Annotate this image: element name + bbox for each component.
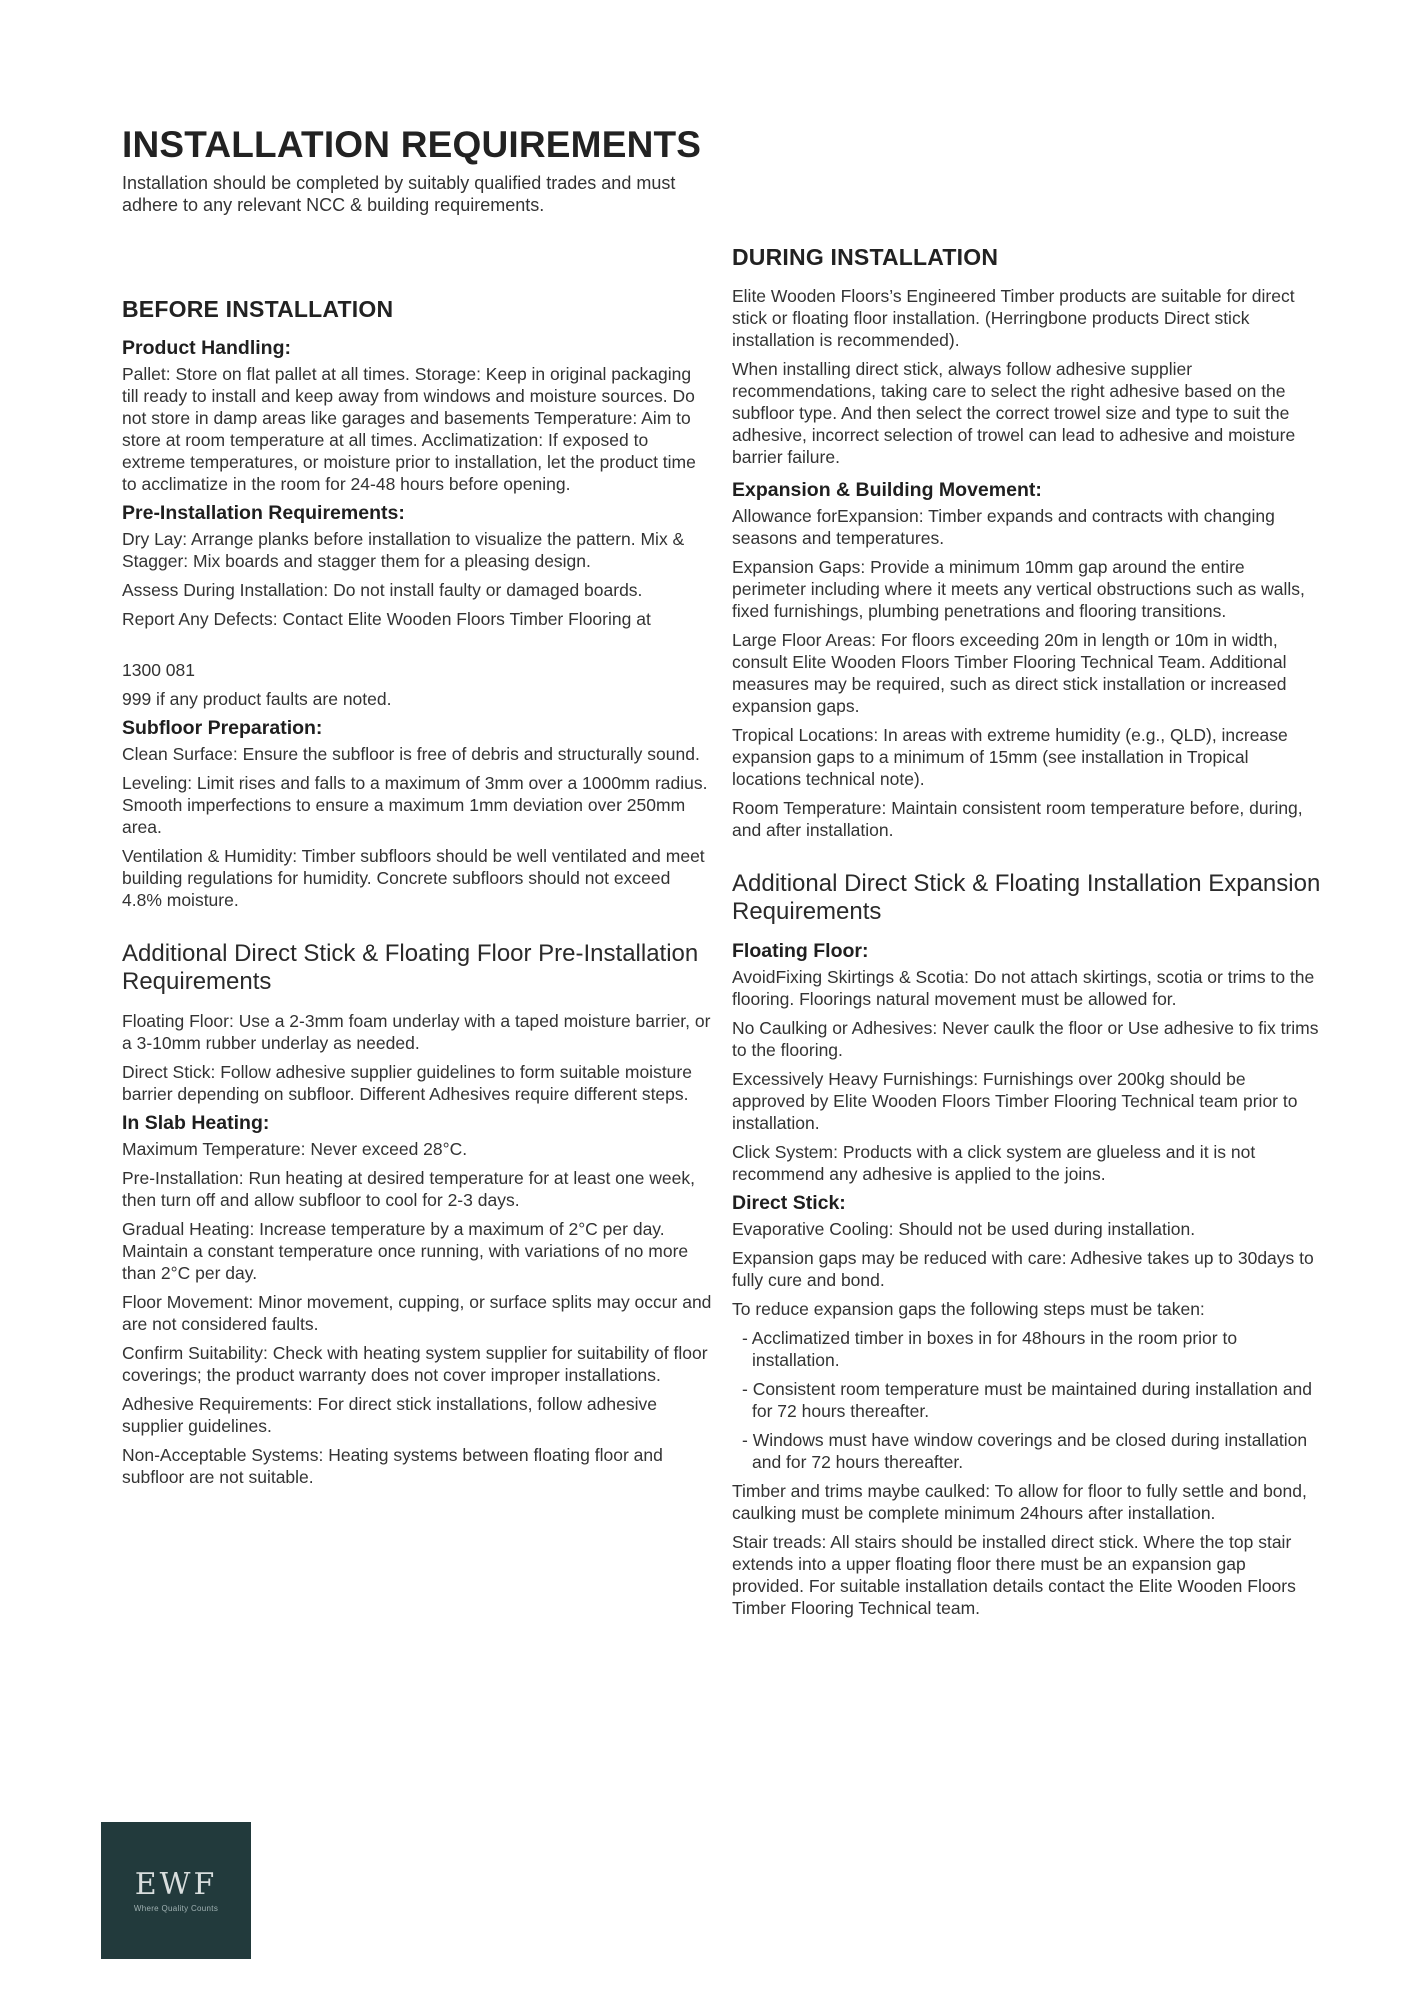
subfloor-item: Leveling: Limit rises and falls to a maximum of 3mm over a 1000mm radius. Smooth imperfections to ensure a maximum 1mm deviation over 250mm area. (122, 773, 708, 837)
during-intro-item: When installing direct stick, always follow adhesive supplier recommendations, taking care to select the right adhesive based on the subfloor type. And then select the correct trowel size and type to suit the adhesive, incorrect selection of trowel can lead to adhesive and moisture barrier failure. (732, 359, 1296, 467)
slab-heating-item: Maximum Temperature: Never exceed 28°C. (122, 1139, 468, 1159)
pre-installation-item: Dry Lay: Arrange planks before installation to visualize the pattern. Mix & Stagger: Mix boards and stagger them for a pleasing design. (122, 529, 685, 571)
additional-pre-installation-heading: Additional Direct Stick & Floating Floor Pre-Installation Requirements (122, 940, 699, 995)
during-intro-item: Elite Wooden Floors’s Engineered Timber products are suitable for direct stick or floating floor installation. (Herringbone products Direct stick installation is recommended). (732, 286, 1295, 350)
pre-installation-item: 999 if any product faults are noted. (122, 689, 392, 709)
before-installation-heading: BEFORE INSTALLATION (122, 296, 394, 322)
additional-pre-item: Floating Floor: Use a 2-3mm foam underlay with a taped moisture barrier, or a 3-10mm rubber underlay as needed. (122, 1011, 711, 1053)
floating-floor-item: Excessively Heavy Furnishings: Furnishings over 200kg should be approved by Elite Wooden Floors Timber Flooring Technical team prior to installation. (732, 1069, 1298, 1133)
direct-stick-item: Stair treads: All stairs should be installed direct stick. Where the top stair extends into a upper floating floor there must be an expansion gap provided. For suitable installation details contact the Elite Wooden Floors Timber Flooring Technical team. (732, 1532, 1296, 1618)
slab-heating-item: Non-Acceptable Systems: Heating systems between floating floor and subfloor are not suitable. (122, 1445, 663, 1487)
direct-stick-step: - Acclimatized timber in boxes in for 48hours in the room prior to installation. (742, 1328, 1238, 1370)
during-installation-heading: DURING INSTALLATION (732, 244, 999, 270)
in-slab-heating-heading: In Slab Heating: (122, 1112, 270, 1134)
direct-stick-item: To reduce expansion gaps the following steps must be taken: (732, 1299, 1205, 1319)
slab-heating-item: Pre-Installation: Run heating at desired temperature for at least one week, then turn off and allow subfloor to cool for 2-3 days. (122, 1168, 695, 1210)
expansion-item: Large Floor Areas: For floors exceeding 20m in length or 10m in width, consult Elite Wooden Floors Timber Flooring Technical Team. Additional measures may be required, such as direct stick installation or increased expansion gaps. (732, 630, 1287, 716)
floating-floor-heading: Floating Floor: (732, 940, 869, 962)
product-handling-heading: Product Handling: (122, 337, 291, 359)
floating-floor-item: No Caulking or Adhesives: Never caulk the floor or Use adhesive to fix trims to the flooring. (732, 1018, 1319, 1060)
page-title: INSTALLATION REQUIREMENTS (122, 124, 702, 165)
direct-stick-item: Expansion gaps may be reduced with care: Adhesive takes up to 30days to fully cure and bond. (732, 1248, 1314, 1290)
slab-heating-item: Adhesive Requirements: For direct stick installations, follow adhesive supplier guidelines. (122, 1394, 657, 1436)
product-handling-text: Pallet: Store on flat pallet at all times. Storage: Keep in original packaging till ready to install and keep away from windows and moisture sources. Do not store in damp areas like garages and basements Temperature: Aim to store at room temperature at all times. Acclimatization: If exposed to extreme temperatures, or moisture prior to installation, let the product time to acclimatize in the room for 24-48 hours before opening. (122, 364, 696, 494)
during-installation-column (732, 244, 1322, 1626)
pre-installation-heading: Pre-Installation Requirements: (122, 502, 405, 524)
subfloor-item: Ventilation & Humidity: Timber subfloors should be well ventilated and meet building regulations for humidity. Concrete subfloors should not exceed 4.8% moisture. (122, 846, 705, 910)
pre-installation-item: Report Any Defects: Contact Elite Wooden Floors Timber Flooring at (122, 609, 651, 629)
additional-pre-item: Direct Stick: Follow adhesive supplier guidelines to form suitable moisture barrier depending on subfloor. Different Adhesives require different steps. (122, 1062, 692, 1104)
expansion-item: Expansion Gaps: Provide a minimum 10mm gap around the entire perimeter including where it meets any vertical obstructions such as walls, fixed furnishings, plumbing penetrations and flooring transitions. (732, 557, 1305, 621)
slab-heating-item: Gradual Heating: Increase temperature by a maximum of 2°C per day. Maintain a constant temperature once running, with variations of no more than 2°C per day. (122, 1219, 689, 1283)
before-installation-column (122, 296, 712, 1495)
subfloor-item: Clean Surface: Ensure the subfloor is free of debris and structurally sound. (122, 744, 700, 764)
expansion-heading: Expansion & Building Movement: (732, 479, 1042, 501)
logo-tagline: Where Quality Counts (133, 1903, 219, 1913)
intro-text: Installation should be completed by suitably qualified trades and must adhere to any relevant NCC & building requirements. (122, 173, 676, 215)
slab-heating-item: Floor Movement: Minor movement, cupping, or surface splits may occur and are not considered faults. (122, 1292, 712, 1334)
slab-heating-item: Confirm Suitability: Check with heating system supplier for suitability of floor coverings; the product warranty does not cover improper installations. (122, 1343, 708, 1385)
ewf-logo (101, 1822, 251, 1959)
expansion-item: Tropical Locations: In areas with extreme humidity (e.g., QLD), increase expansion gaps to a minimum of 15mm (see installation in Tropical locations technical note). (732, 725, 1288, 789)
expansion-item: Allowance forExpansion: Timber expands and contracts with changing seasons and temperatures. (732, 506, 1275, 548)
additional-expansion-heading: Additional Direct Stick & Floating Installation Expansion Requirements (732, 870, 1321, 925)
floating-floor-item: AvoidFixing Skirtings & Scotia: Do not attach skirtings, scotia or trims to the flooring. Floorings natural movement must be allowed for. (732, 967, 1315, 1009)
direct-stick-item: Evaporative Cooling: Should not be used during installation. (732, 1219, 1196, 1239)
direct-stick-item: Timber and trims maybe caulked: To allow for floor to fully settle and bond, caulking must be complete minimum 24hours after installation. (732, 1481, 1307, 1523)
pre-installation-item: 1300 081 (122, 660, 195, 680)
direct-stick-step: - Windows must have window coverings and be closed during installation and for 72 hours thereafter. (742, 1430, 1308, 1472)
floating-floor-item: Click System: Products with a click system are glueless and it is not recommend any adhesive is applied to the joins. (732, 1142, 1256, 1184)
pre-installation-item: Assess During Installation: Do not install faulty or damaged boards. (122, 580, 643, 600)
logo-mark: EWF (134, 1866, 218, 1902)
expansion-item: Room Temperature: Maintain consistent room temperature before, during, and after installation. (732, 798, 1303, 840)
direct-stick-heading: Direct Stick: (732, 1192, 846, 1214)
subfloor-preparation-heading: Subfloor Preparation: (122, 717, 323, 739)
direct-stick-step: - Consistent room temperature must be maintained during installation and for 72 hours thereafter. (742, 1379, 1313, 1421)
